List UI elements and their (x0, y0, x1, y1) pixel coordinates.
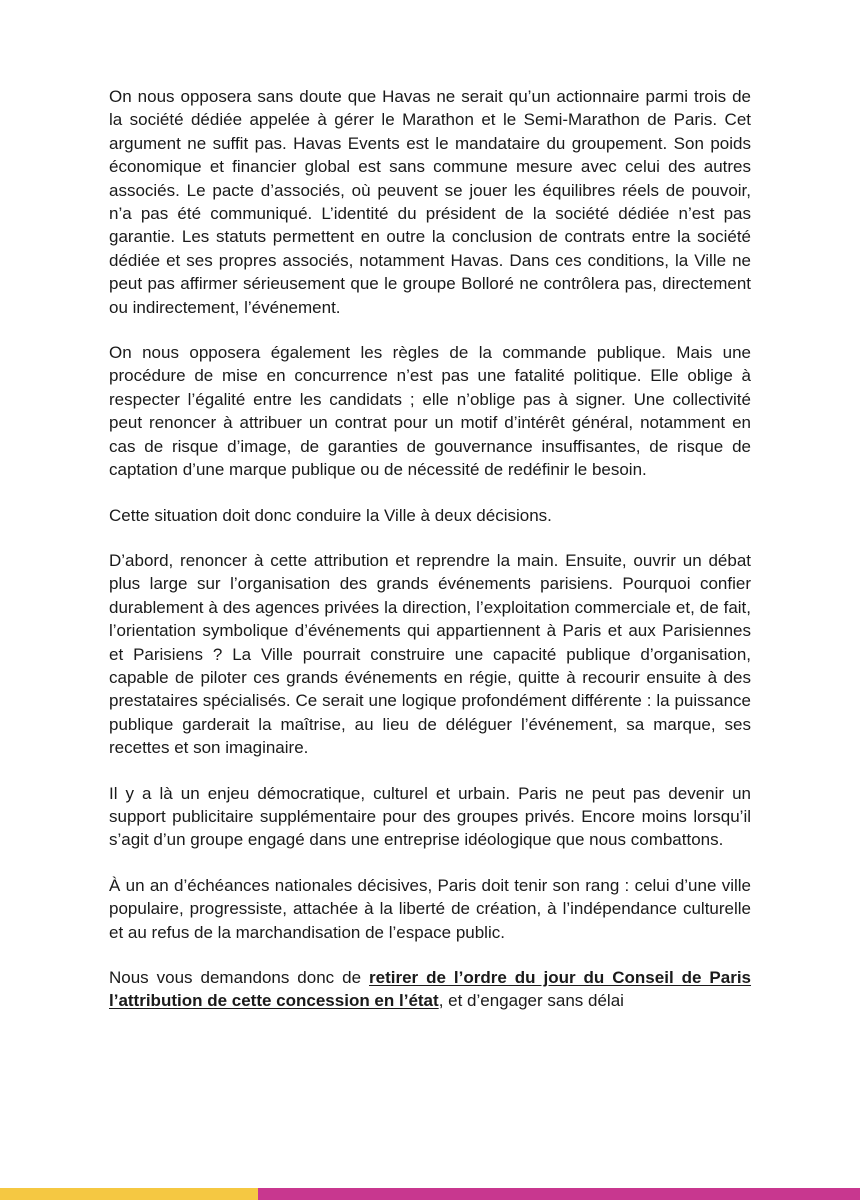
paragraph-public-procurement: On nous opposera également les règles de la commande publique. Mais une procédure de mise en concurrence n’est pas une fatalité politique. Elle oblige à respecter l’égalité entre les candidats ; elle n’oblige pas à signer. Une collectivité peut renoncer à attribuer un contrat pour un motif d’intérêt général, notamment en cas de risque d’image, de garanties de gouvernance insuffisantes, de risque de captation d’une marque publique ou de nécessité de redéfinir le besoin. (109, 343, 751, 480)
footer-bar-magenta-segment (258, 1188, 860, 1200)
paragraph-regain-control: D’abord, renoncer à cette attribution et reprendre la main. Ensuite, ouvrir un débat plus large sur l’organisation des grands événements parisiens. Pourquoi confier durablement à des agences privées la direction, l’exploitation commerciale et, de fait, l’orientation symbolique d’événements qui appartiennent à Paris et aux Parisiennes et Parisiens ? La Ville pourrait construire une capacité publique d’organisation, capable de piloter ces grands événements en régie, quitte à recourir ensuite à des prestataires spécialisés. Ce serait une logique profondément différente : la puissance publique garderait la maîtrise, au lieu de déléguer l’événement, sa marque, ses recettes et son imaginaire. (109, 550, 751, 758)
paragraph-havas-shareholder: On nous opposera sans doute que Havas ne serait qu’un actionnaire parmi trois de la société dédiée appelée à gérer le Marathon et le Semi-Marathon de Paris. Cet argument ne suffit pas. Havas Events est le mandataire du groupement. Son poids économique et financier global est sans commune mesure avec celui des autres associés. Le pacte d’associés, où peuvent se jouer les équilibres réels de pouvoir, n’a pas été communiqué. L’identité du président de la société dédiée n’est pas garantie. Les statuts permettent en outre la conclusion de contrats entre la société dédiée et ses propres associés, notamment Havas. Dans ces conditions, la Ville ne peut pas affirmer sérieusement que le groupe Bolloré ne contrôlera pas, directement ou indirectement, l’événement. (109, 87, 751, 317)
request-intro-text: Nous vous demandons donc de (109, 968, 369, 987)
footer-color-bar (0, 1188, 860, 1200)
paragraph-national-deadlines: À un an d’échéances nationales décisives, Paris doit tenir son rang : celui d’une ville populaire, progressiste, attachée à la liberté de création, à l’indépendance culturelle et au refus de la marchandisation de l’espace public. (109, 875, 751, 942)
footer-bar-yellow-segment (0, 1188, 258, 1200)
document-body (109, 85, 751, 1013)
paragraph-democratic-stake: Il y a là un enjeu démocratique, culturel et urbain. Paris ne peut pas devenir un support publicitaire supplémentaire pour des groupes privés. Encore moins lorsqu’il s’agit d’un groupe engagé dans une entreprise idéologique que nous combattons. (109, 783, 751, 850)
paragraph-request (109, 966, 751, 1013)
paragraph-two-decisions: Cette situation doit donc conduire la Ville à deux décisions. (109, 505, 552, 525)
request-emphasis-text: retirer de l’ordre du jour du Conseil de Paris l’attribution de cette concession en l’état (109, 968, 752, 1011)
request-continuation-text: , et d’engager sans délai (438, 991, 624, 1011)
